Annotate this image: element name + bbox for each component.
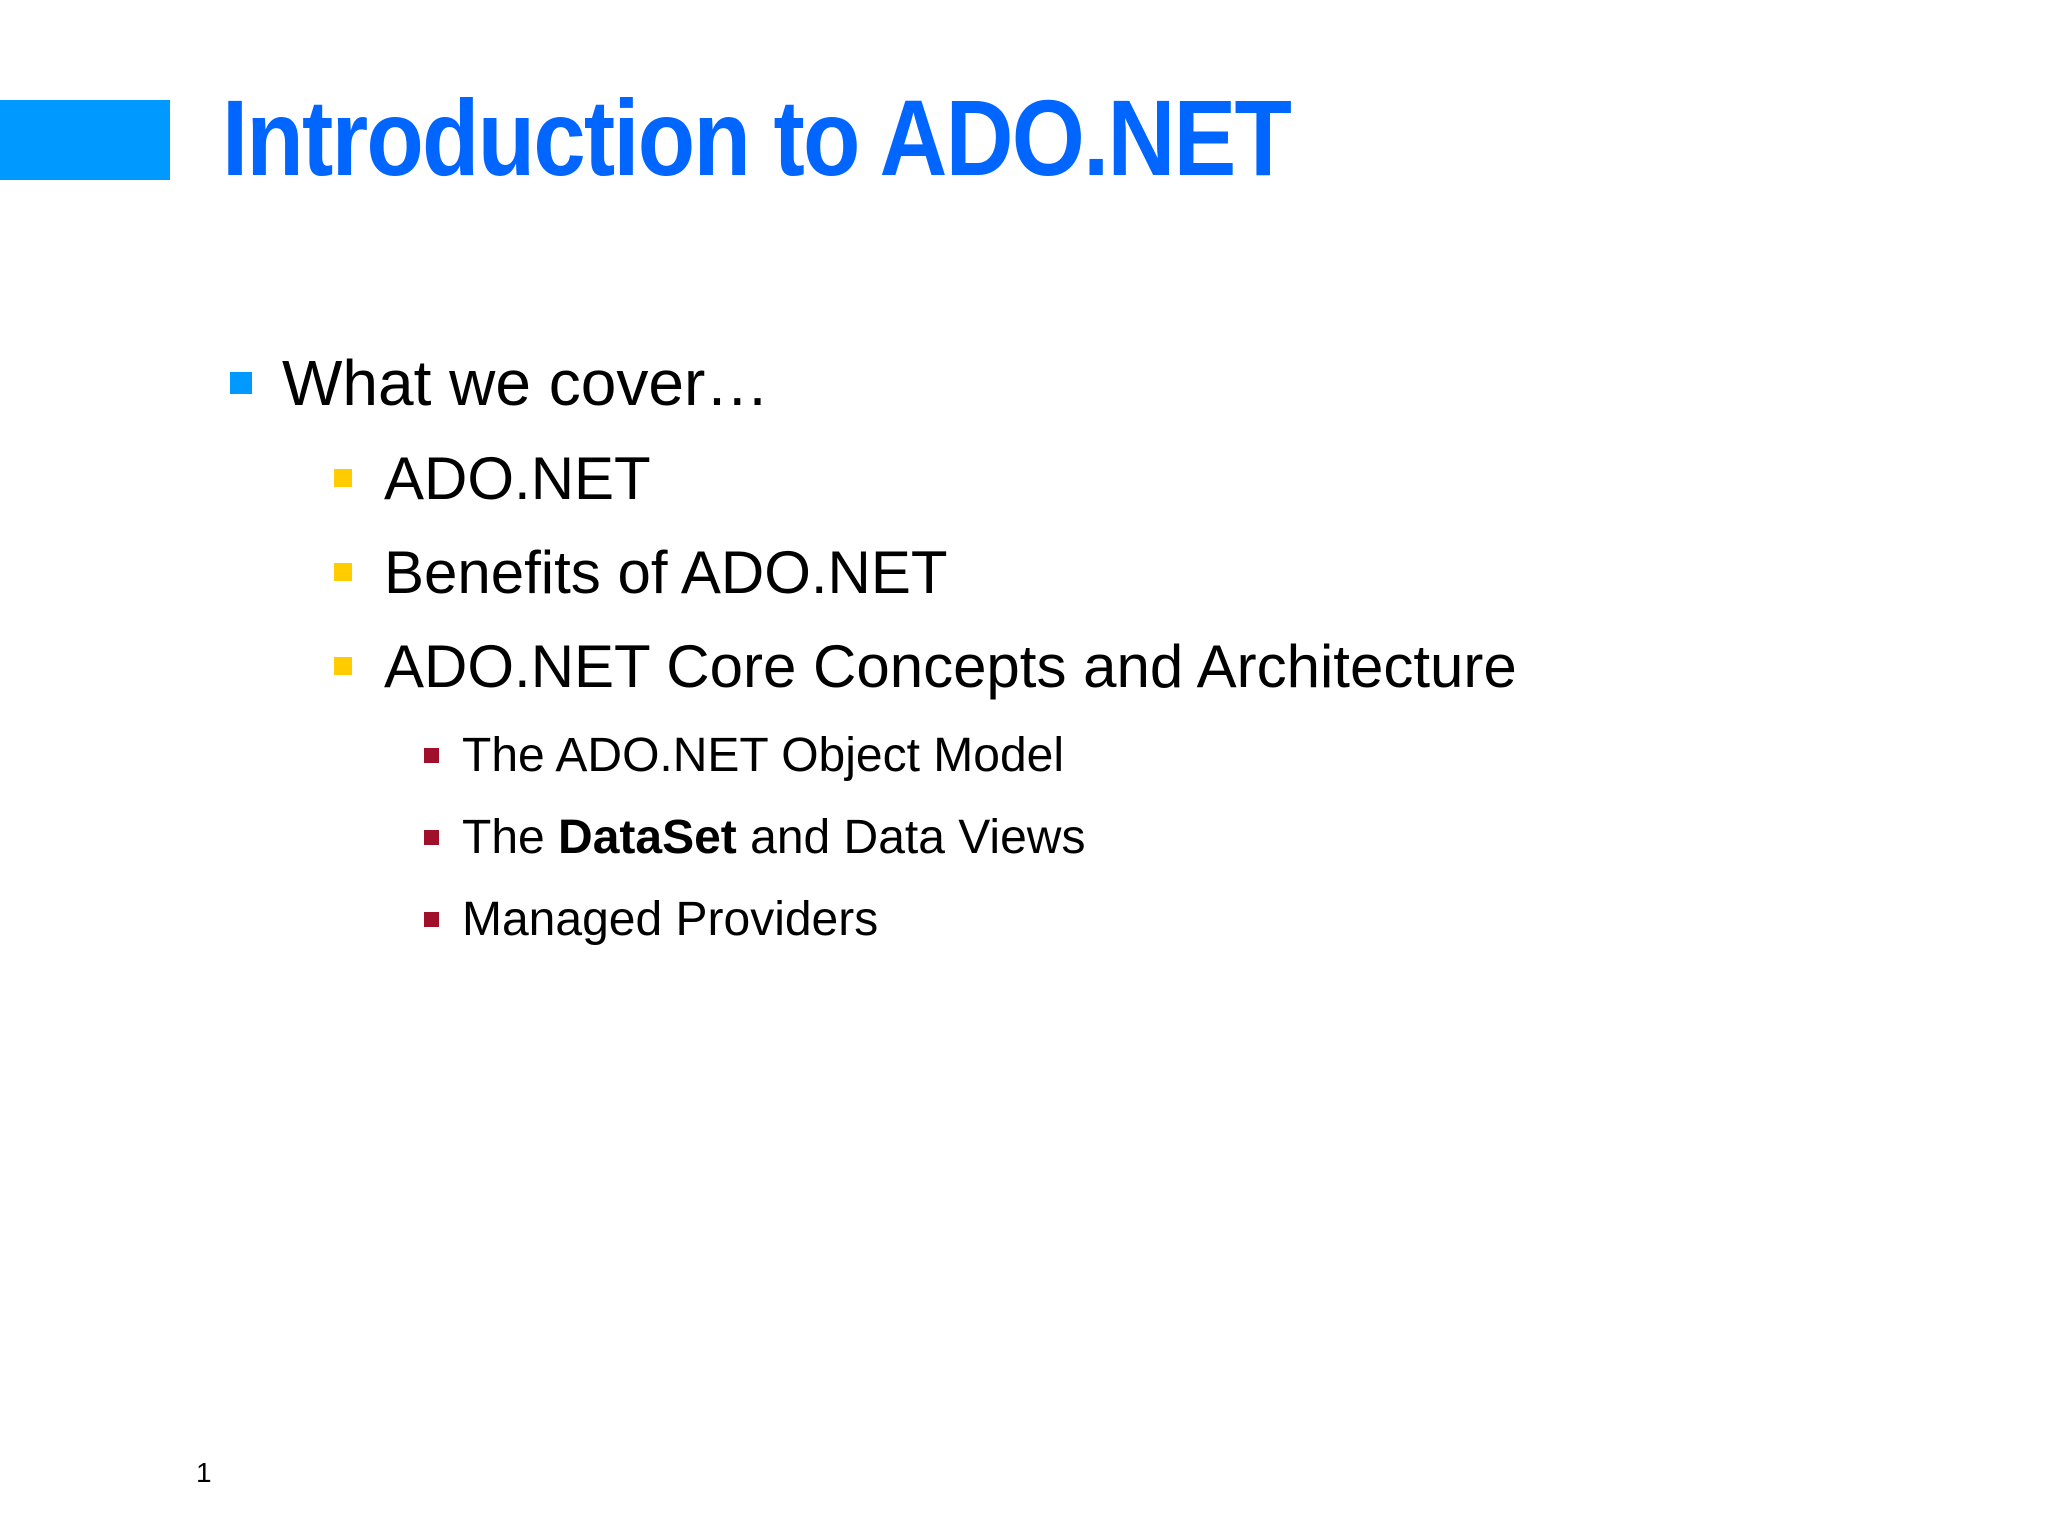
- bullet-text-suffix: and Data Views: [736, 810, 1086, 864]
- square-bullet-icon: [334, 563, 352, 581]
- square-bullet-icon: [334, 469, 352, 487]
- bullet-text-bold: DataSet: [558, 810, 737, 864]
- bullet-what-we-cover: [230, 345, 769, 421]
- bullet-text: What we cover…: [282, 347, 770, 419]
- square-bullet-icon: [230, 372, 252, 394]
- bullet-object-model: [424, 725, 1064, 785]
- bullet-text: The ADO.NET Object Model: [462, 728, 1065, 782]
- square-bullet-icon: [424, 912, 439, 927]
- bullet-text: ADO.NET: [384, 444, 651, 512]
- page-number: 1: [196, 1457, 212, 1488]
- bullet-text: ADO.NET Core Concepts and Architecture: [384, 632, 1517, 700]
- bullet-core-concepts: [334, 630, 1517, 702]
- bullet-text: [462, 810, 1085, 865]
- bullet-ado-net: [334, 442, 651, 514]
- title-accent-bar: [0, 100, 170, 180]
- bullet-managed-providers: [424, 889, 878, 949]
- slide-title: Introduction to ADO.NET: [222, 77, 1291, 198]
- square-bullet-icon: [334, 657, 352, 675]
- bullet-text: Managed Providers: [462, 892, 879, 946]
- bullet-dataset: [424, 807, 1085, 867]
- bullet-text: Benefits of ADO.NET: [384, 538, 948, 606]
- square-bullet-icon: [424, 830, 439, 845]
- bullet-benefits: [334, 536, 948, 608]
- square-bullet-icon: [424, 748, 439, 763]
- bullet-text-prefix: The: [462, 810, 559, 864]
